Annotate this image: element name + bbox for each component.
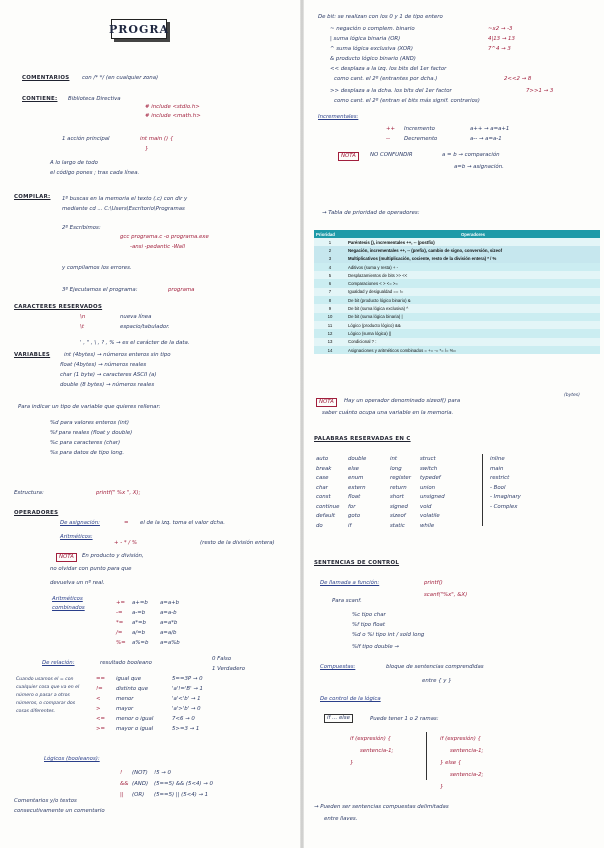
op-relacion-side-note: Cuando usamos el = con cualquier cosa que va en el número o pasar a otros números, o comparar dos cosas diferentes.	[16, 677, 80, 714]
if-1-line-3: }	[350, 760, 354, 766]
relacion-example: 'a'>'b' → 0	[172, 706, 201, 712]
op-aritmeticos-label: Aritméticos:	[60, 534, 93, 540]
reservado-chars: ' , " , \ , ? , % → es el carácter de la data.	[80, 340, 190, 346]
var-float: float (4bytes) → números reales	[60, 362, 147, 368]
priority-level: 11	[314, 321, 346, 329]
reserved-keyword: short	[390, 494, 404, 500]
var-char: char (1 byte) → caracteres ASCII (a)	[60, 372, 157, 378]
bit-heading: De bit: se realizan con los 0 y 1 de tipo entero	[318, 14, 443, 20]
bit-shl-example: 2<<2 → 8	[504, 76, 532, 82]
reserved-keyword: else	[348, 465, 359, 472]
nota-tag: NOTA	[56, 553, 77, 562]
priority-operators: Desplazamientos de bits >> <<	[346, 271, 600, 279]
reserved-keyword: return	[390, 484, 407, 491]
main-label: 1 acción principal	[62, 136, 110, 142]
relacion-op: <=	[96, 716, 106, 722]
sent-end-2: entre llaves.	[324, 816, 358, 822]
op-relacion-label: De relación:	[42, 660, 75, 666]
estructura-label: Estructura:	[14, 490, 44, 496]
sent-printf: printf()	[424, 580, 443, 586]
scan-format-d: %d o %i tipo int / sold long	[352, 632, 425, 638]
combinado-example: a+=b	[132, 600, 148, 606]
priority-row	[314, 296, 600, 304]
reserved-keyword: if	[348, 522, 352, 529]
compilar-step-3: 3º Ejecutamos el programa:	[62, 287, 138, 293]
combinado-equivalent: a=a*b	[160, 620, 178, 626]
main-code: int main () {	[140, 136, 174, 142]
var-int: int (4bytes) → números enteros sin tipo	[64, 352, 171, 358]
priority-row	[314, 346, 600, 354]
op-asignacion-label: De asignación:	[60, 520, 100, 526]
bit-not: ~ negación o complem. binario	[330, 26, 415, 32]
incr-op: ++	[386, 126, 396, 132]
bit-or-example: 4|13 → 13	[488, 36, 515, 42]
contiene-note-1: A lo largo de todo	[50, 160, 98, 166]
op-logicos-label: Lógicos (booleanos):	[44, 756, 100, 762]
reserved-keyword: char	[316, 484, 328, 491]
tabla-label: → Tabla de prioridad de operadores:	[322, 210, 420, 216]
relacion-desc: menor o igual	[116, 716, 154, 722]
if-2-line-1: if (expresión) {	[440, 736, 481, 742]
if-else-tag: if ... else	[324, 714, 353, 723]
priority-operators: Multiplicativos (multiplicación, cociente, resto de la división entera) * / %	[346, 255, 600, 263]
format-d: %d para valores enteros (int)	[50, 420, 129, 426]
heading-contiene: CONTIENE:	[22, 96, 58, 102]
compilar-step-1b: mediante cd ... C:\Users\Escritorio\Programas	[62, 206, 185, 212]
logico-example: (5==5) && (5<4) → 0	[154, 781, 213, 787]
main-close: }	[145, 146, 149, 152]
relacion-example: 'a'!='B' → 1	[172, 686, 203, 692]
relacion-example: 5>=3 → 1	[172, 726, 200, 732]
priority-operators: Igualdad y desigualdad == !=	[346, 288, 600, 296]
combinado-example: a*=b	[132, 620, 146, 626]
reserved-keyword: volatile	[420, 513, 440, 519]
nota-line-3: devuelva un nº real.	[50, 580, 105, 586]
reserved-keyword: while	[420, 522, 435, 529]
heading-reservados: CARACTERES RESERVADOS	[14, 304, 103, 310]
incr-nota-3: a=b → asignación.	[454, 164, 504, 170]
right-page	[304, 0, 604, 848]
header-prioridad: Prioridad	[314, 230, 346, 238]
op-relacion-true: 1 Verdadero	[212, 666, 246, 672]
logico-example: (5==5) || (5<4) → 1	[154, 792, 209, 798]
logico-name: (NOT)	[132, 770, 148, 776]
reserved-keyword: int	[390, 456, 398, 462]
sent-para-scanf: Para scanf.	[332, 598, 362, 604]
reserved-keyword: main	[490, 465, 504, 472]
heading-operadores: OPERADORES	[14, 510, 59, 516]
reserved-keyword: continue	[316, 503, 340, 510]
relacion-example: 5==3P → 0	[172, 676, 203, 682]
bit-and: & producto lógico binario (AND)	[330, 56, 416, 62]
combinado-example: a/=b	[132, 630, 146, 636]
priority-row	[314, 263, 600, 271]
reserved-keyword: register	[390, 475, 411, 481]
sent-compuestas-label: Compuestas:	[320, 664, 356, 670]
priority-row	[314, 255, 600, 263]
relacion-desc: mayor	[116, 706, 134, 712]
sent-logica-label: De control de la lógica	[320, 696, 381, 702]
priority-operators: Negación, incrementales ++, -- (prefix), cambio de signo, conversión, sizeof	[346, 246, 600, 254]
priority-row	[314, 246, 600, 254]
priority-level: 9	[314, 304, 346, 312]
relacion-op: >	[96, 706, 101, 712]
bit-or: | suma lógica binaria (OR)	[330, 36, 401, 42]
priority-row	[314, 238, 600, 246]
priority-table-header	[314, 230, 600, 238]
reserved-keyword: sizeof	[390, 513, 406, 519]
priority-operators: Comparaciones < > <= >=	[346, 279, 600, 287]
combinado-equivalent: a=a/b	[160, 630, 177, 636]
reserved-keyword: struct	[420, 456, 436, 462]
keywords-divider	[482, 454, 483, 526]
incr-nota-1: NO CONFUNDIR	[370, 152, 413, 158]
if-2-line-4: sentencia-2;	[450, 772, 484, 778]
compilar-step-2a: 2º Escribimos:	[62, 225, 101, 231]
priority-level: 4	[314, 263, 346, 271]
priority-operators: Lógico (producto lógico) &&	[346, 321, 600, 329]
bit-shl: << desplaza a la izq. los bits del 1er factor	[330, 66, 447, 72]
priority-row	[314, 304, 600, 312]
bottom-note-1: Comentarios y/o textos	[14, 798, 77, 804]
sizeof-nota-tag: NOTA	[316, 398, 337, 407]
bit-shr-2: como cant. el 2º (entran el bits más signif. contrarios)	[334, 98, 480, 104]
if-2-line-3: } else {	[440, 760, 462, 766]
combinado-op: /=	[116, 630, 123, 636]
if-2-line-5: }	[440, 784, 444, 790]
op-asignacion-symbol: =	[124, 520, 129, 526]
reserved-keyword: long	[390, 465, 402, 472]
bit-shr-example: 7>>1 → 3	[526, 88, 554, 94]
sizeof-line-2: saber cuánto ocupa una variable en la memoria.	[322, 410, 454, 416]
relacion-desc: distinto que	[116, 686, 149, 692]
priority-row	[314, 329, 600, 337]
reserved-keyword: signed	[390, 503, 408, 510]
combinado-equivalent: a=a%b	[160, 640, 180, 646]
reserved-keyword: goto	[348, 513, 361, 519]
reserved-keyword: do	[316, 522, 323, 529]
include-stdio: # include <stdio.h>	[145, 104, 200, 110]
combinado-example: a-=b	[132, 610, 146, 616]
combinado-op: *=	[116, 620, 124, 626]
reserved-keyword: - Imaginary	[490, 494, 521, 500]
relacion-op: ==	[96, 676, 106, 682]
reserved-keyword: union	[420, 484, 436, 491]
combinado-op: -=	[116, 610, 123, 616]
combinado-op: +=	[116, 600, 126, 606]
compilar-step-2b: gcc programa.c -o programa.exe	[120, 234, 209, 240]
combinado-example: a%=b	[132, 640, 149, 646]
reserved-keyword: restrict	[490, 475, 510, 481]
priority-level: 14	[314, 346, 346, 354]
op-aritmeticos-note: (resto de la división entera)	[200, 540, 275, 546]
priority-operators: De bit (suma lógica binaria) |	[346, 313, 600, 321]
op-combinados-label-2: combinados	[52, 605, 85, 611]
bit-xor: ^ suma lógica exclusiva (XOR)	[330, 46, 414, 52]
scan-format-lf: %lf tipo double →	[352, 644, 399, 650]
reserved-keyword: double	[348, 456, 367, 462]
incr-example: a++ → a=a+1	[470, 126, 510, 132]
combinado-equivalent: a=a-b	[160, 610, 177, 616]
logico-name: (AND)	[132, 781, 149, 787]
reservado-t-desc: espacio/tabulador.	[120, 324, 170, 330]
scan-format-f: %f tipo float	[352, 622, 385, 628]
priority-row	[314, 271, 600, 279]
heading-compilar: COMPILAR:	[14, 194, 51, 200]
relacion-desc: menor	[116, 696, 134, 702]
op-combinados-label-1: Aritméticos	[52, 596, 83, 602]
logico-op: ||	[120, 792, 124, 798]
priority-operators: De bit (suma lógica exclusiva) ^	[346, 304, 600, 312]
priority-level: 1	[314, 238, 346, 246]
combinado-equivalent: a=a+b	[160, 600, 180, 606]
if-divider	[426, 732, 427, 780]
page-title: PROGRA	[111, 19, 167, 39]
reserved-keyword: - Complex	[490, 503, 518, 510]
if-2-line-2: sentencia-1;	[450, 748, 484, 754]
reserved-keyword: for	[348, 503, 356, 510]
priority-operators: Condicional ? :	[346, 338, 600, 346]
reserved-keyword: inline	[490, 456, 505, 462]
op-asignacion-text: el de la izq. toma el valor dcha.	[140, 520, 225, 526]
compilar-step-1a: 1º buscas en la memoria el texto (.c) con dir y	[62, 196, 188, 202]
variables-indica: Para indicar un tipo de variable que quieres rellenar:	[18, 404, 161, 410]
compilar-step-2c: -ansi -pedantic -Wall	[130, 244, 185, 250]
header-operadores: Operadores	[346, 230, 600, 238]
reserved-keyword: - Bool	[490, 484, 506, 491]
priority-level: 8	[314, 296, 346, 304]
if-1-line-1: if (expresión) {	[350, 736, 391, 742]
reserved-keyword: static	[390, 522, 405, 529]
compilar-step-3b: programa	[168, 287, 195, 293]
sent-scanf: scanf("%x", &X)	[424, 592, 468, 598]
compilar-step-2d: y compilamos los errores.	[62, 265, 132, 271]
priority-level: 5	[314, 271, 346, 279]
heading-palabras: PALABRAS RESERVADAS EN C	[314, 436, 411, 442]
if-else-text: Puede tener 1 o 2 ramas:	[370, 716, 439, 722]
nota-line-2: no olvidar con punto para que	[50, 566, 132, 572]
nota-line-1: En producto y división,	[82, 553, 144, 559]
op-relacion-text: resultado booleano	[100, 660, 152, 666]
logico-name: (OR)	[132, 792, 145, 798]
relacion-op: <	[96, 696, 101, 702]
op-relacion-false: 0 Falso	[212, 656, 232, 662]
priority-operators: Paréntesis (), incrementales ++, -- (postfix)	[346, 238, 600, 246]
relacion-op: !=	[96, 686, 103, 692]
left-page	[0, 0, 300, 848]
heading-variables: VARIABLES	[14, 352, 51, 358]
format-s: %s para datos de tipo long.	[50, 450, 125, 456]
bit-shr: >> desplaza a la dcha. los bits del 1er factor	[330, 88, 452, 94]
reservado-n: \n	[80, 314, 86, 320]
reserved-keyword: const	[316, 494, 331, 500]
priority-operators: Asignaciones y aritméticos combinados = += -= *= /= %=	[346, 346, 600, 354]
logico-example: !5 → 0	[154, 770, 171, 776]
relacion-example: 'a'<'b' → 1	[172, 696, 201, 702]
priority-row	[314, 321, 600, 329]
reserved-keyword: void	[420, 503, 432, 510]
priority-level: 13	[314, 338, 346, 346]
sent-compuestas-1: bloque de sentencias comprendidas	[386, 664, 484, 670]
relacion-op: >=	[96, 726, 106, 732]
reserved-keyword: auto	[316, 456, 329, 462]
heading-sentencias: SENTENCIAS DE CONTROL	[314, 560, 400, 566]
heading-comentarios: COMENTARIOS	[22, 75, 70, 81]
incr-nota-2: a = b → comparación	[442, 152, 500, 158]
bit-xor-example: 7^4 → 3	[488, 46, 511, 52]
combinado-op: %=	[116, 640, 126, 646]
sizeof-line-1: Hay un operador denominado sizeof() para	[344, 398, 461, 404]
format-c: %c para caracteres (char)	[50, 440, 121, 446]
reserved-keyword: default	[316, 513, 335, 519]
relacion-desc: igual que	[116, 676, 142, 682]
priority-level: 2	[314, 246, 346, 254]
reserved-keyword: switch	[420, 465, 438, 472]
format-f: %f para reales (float y double)	[50, 430, 133, 436]
reserved-keyword: break	[316, 465, 332, 472]
relacion-desc: mayor o igual	[116, 726, 154, 732]
decr-op: --	[386, 136, 390, 142]
priority-level: 10	[314, 313, 346, 321]
bit-shl-2: como cant. el 2º (entrantes por dcha.)	[334, 76, 438, 82]
priority-level: 12	[314, 329, 346, 337]
reservado-t: \t	[80, 324, 84, 330]
sent-llamada-label: De llamada a función:	[320, 580, 380, 586]
include-math: # include <math.h>	[145, 113, 201, 119]
priority-level: 6	[314, 279, 346, 287]
sent-end-1: → Pueden ser sentencias compuestas delimitadas	[314, 804, 449, 810]
bottom-note-2: consecutivamente un comentario	[14, 808, 105, 814]
sent-compuestas-2: entre { y }	[422, 678, 452, 684]
priority-row	[314, 313, 600, 321]
priority-level: 7	[314, 288, 346, 296]
comentarios-text: con /* */ (en cualquier zona)	[82, 75, 159, 81]
reserved-keyword: enum	[348, 475, 364, 481]
bit-not-example: ~x2 → -3	[488, 26, 513, 32]
contiene-text: Biblioteca Directiva	[68, 96, 121, 102]
decr-desc: Decremento	[404, 136, 438, 142]
var-double: double (8 bytes) → números reales	[60, 382, 155, 388]
priority-row	[314, 288, 600, 296]
scan-format-c: %c tipo char	[352, 612, 386, 618]
estructura-code: printf(" %x ", X);	[96, 490, 141, 496]
priority-operators: Aditivos (suma y resta) + -	[346, 263, 600, 271]
logico-op: &&	[120, 781, 129, 787]
reserved-keyword: case	[316, 475, 329, 481]
logico-op: !	[120, 770, 123, 776]
incr-desc: Incremento	[404, 126, 435, 132]
priority-operators: Lógico (suma lógica) ||	[346, 329, 600, 337]
contiene-note-2: el código pones ; tras cada línea.	[50, 170, 140, 176]
priority-row	[314, 338, 600, 346]
sizeof-line-3: (bytes)	[564, 393, 580, 398]
reservado-n-desc: nueva línea	[120, 314, 152, 320]
if-1-line-2: sentencia-1;	[360, 748, 394, 754]
priority-operators: De bit (producto lógico binario) &	[346, 296, 600, 304]
priority-table	[314, 230, 600, 354]
priority-level: 3	[314, 255, 346, 263]
reserved-keyword: extern	[348, 484, 366, 491]
decr-example: a-- → a=a-1	[470, 136, 502, 142]
priority-row	[314, 279, 600, 287]
incr-nota-tag: NOTA	[338, 152, 359, 161]
relacion-example: 7<6 → 0	[172, 716, 195, 722]
op-aritmeticos-symbols: + - * / %	[114, 540, 137, 546]
reserved-keyword: unsigned	[420, 494, 445, 500]
reserved-keyword: float	[348, 494, 361, 500]
incr-label: Incrementales:	[318, 114, 359, 120]
reserved-keyword: typedef	[420, 475, 441, 481]
